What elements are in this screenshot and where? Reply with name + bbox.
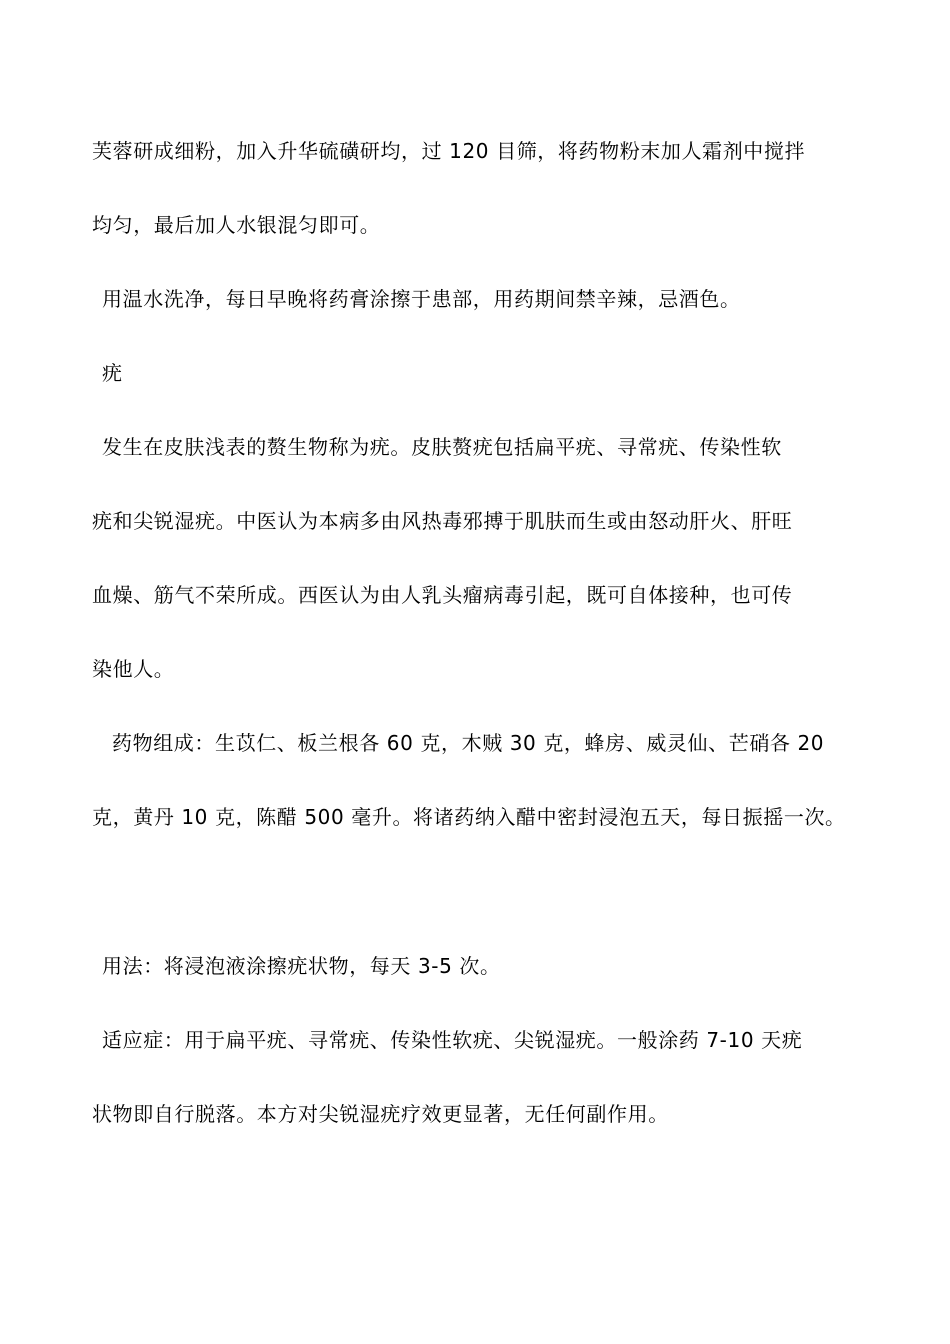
paragraph-line: 染他人。 <box>92 657 175 681</box>
paragraph-line: 血燥、筋气不荣所成。西医认为由人乳头瘤病毒引起，既可自体接种，也可传 <box>92 583 793 607</box>
paragraph-line: 适应症：用于扁平疣、寻常疣、传染性软疣、尖锐湿疣。一般涂药 7-10 天疣 <box>102 1028 803 1052</box>
section-heading: 疣 <box>102 361 123 385</box>
paragraph-line: 芙蓉研成细粉，加入升华硫磺研均，过 120 目筛，将药物粉末加人霜剂中搅拌 <box>92 139 806 163</box>
paragraph-line: 药物组成：生苡仁、板兰根各 60 克，木贼 30 克，蜂房、威灵仙、芒硝各 20 <box>112 731 825 755</box>
paragraph-line: 状物即自行脱落。本方对尖锐湿疣疗效更显著，无任何副作用。 <box>92 1102 669 1126</box>
paragraph-line: 均匀，最后加人水银混匀即可。 <box>92 213 381 237</box>
paragraph-line: 发生在皮肤浅表的赘生物称为疣。皮肤赘疣包括扁平疣、寻常疣、传染性软 <box>102 435 782 459</box>
paragraph-line: 用温水洗净，每日早晚将药膏涂擦于患部，用药期间禁辛辣，忌酒色。 <box>102 287 741 311</box>
paragraph-line: 克，黄丹 10 克，陈醋 500 毫升。将诸药纳入醋中密封浸泡五天，每日振摇一次。 <box>92 805 846 829</box>
paragraph-line: 用法：将浸泡液涂擦疣状物，每天 3-5 次。 <box>102 954 501 978</box>
paragraph-line: 疣和尖锐湿疣。中医认为本病多由风热毒邪搏于肌肤而生或由怒动肝火、肝旺 <box>92 509 793 533</box>
